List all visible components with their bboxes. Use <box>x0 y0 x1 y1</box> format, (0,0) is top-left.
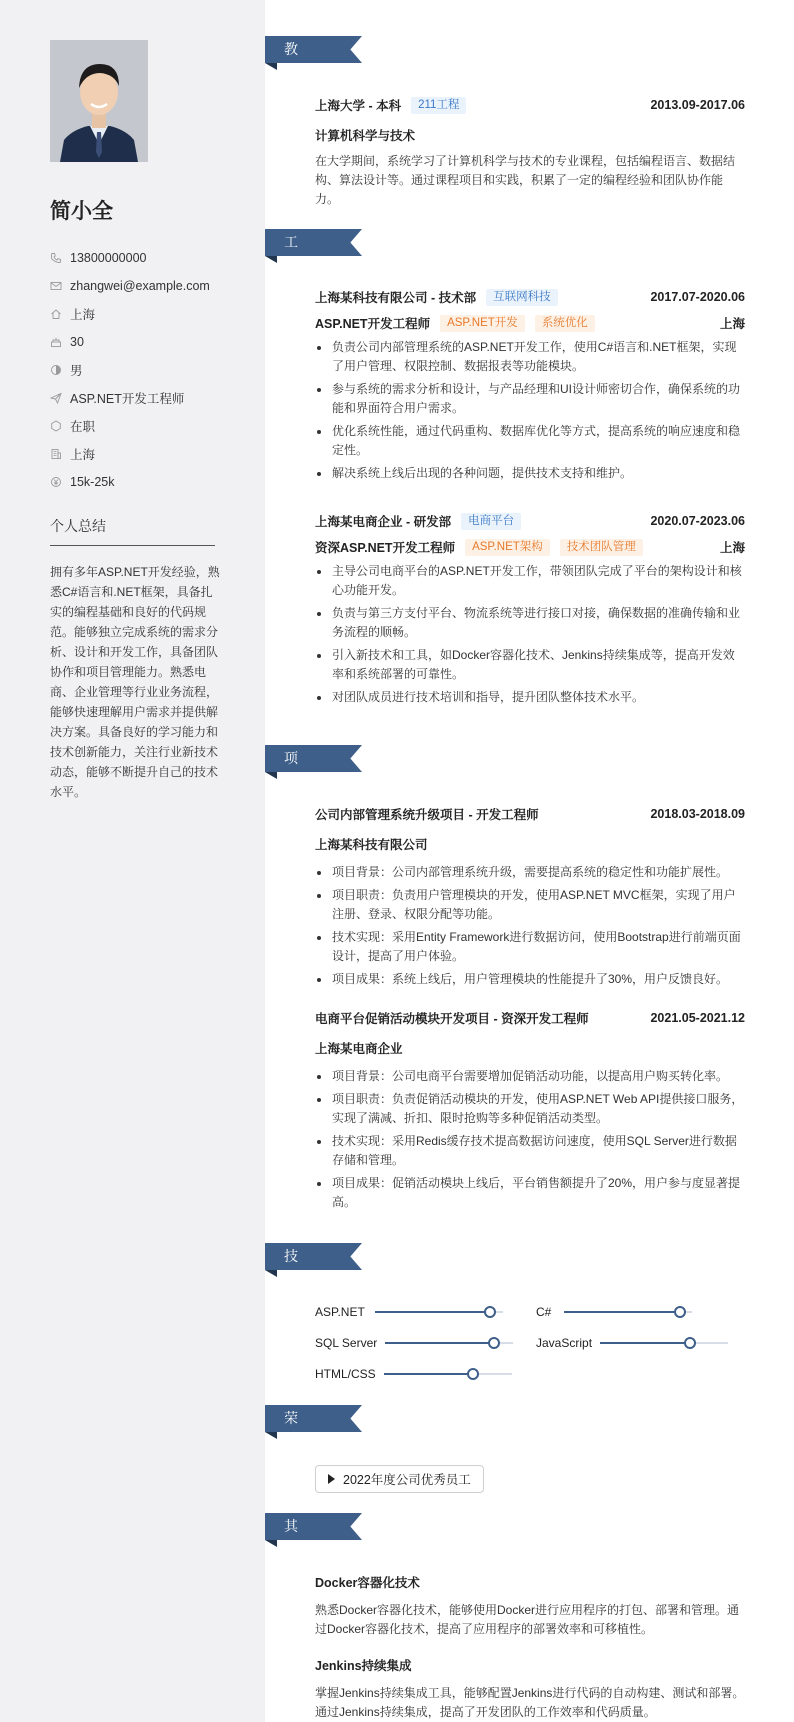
award-text: 2022年度公司优秀员工 <box>343 1473 471 1487</box>
skill-aspnet <box>315 1302 503 1322</box>
role-tag: ASP.NET开发 <box>440 315 525 332</box>
city-value: 上海 <box>70 448 96 462</box>
mail-icon <box>50 280 62 292</box>
info-location <box>50 300 250 328</box>
play-icon <box>328 1474 335 1484</box>
phone-icon <box>50 252 62 264</box>
education-date: 2013.09-2017.06 <box>650 98 745 112</box>
education-desc: 在大学期间，系统学习了计算机科学与技术的专业课程，包括编程语言、数据结构、算法设计等。通过课程项目和实践，积累了一定的编程经验和团队协作能力。 <box>315 154 736 206</box>
info-email <box>50 272 250 300</box>
summary-text: 拥有多年ASP.NET开发经验，熟悉C#语言和.NET框架，具备扎实的编程基础和良好的代码规范。能够独立完成系统的需求分析、设计和开发工作，具备团队协作和项目管理能力。熟悉电商、企业管理等行业业务流程，能够快速理解用户需求并提供解决方案。具备良好的学习能力和技术创新能力，关注行业新技术动态，能够不断提升自己的技术水平。 <box>50 565 220 799</box>
home-icon <box>50 308 62 320</box>
contact-info-list <box>50 244 250 496</box>
school-tag: 211工程 <box>411 97 466 114</box>
age-icon <box>50 336 62 348</box>
position-value: ASP.NET开发工程师 <box>70 392 185 406</box>
info-age <box>50 328 250 356</box>
project-entry-2 <box>315 1007 745 1216</box>
phone-value: 13800000000 <box>70 251 147 265</box>
skill-level-knob <box>684 1337 696 1349</box>
list-item: 技术实现：采用Redis缓存技术提高数据访问速度，使用SQL Server进行数据存储和管理。 <box>315 1132 745 1170</box>
work-bullets <box>315 562 745 707</box>
other-entry-2 <box>315 1654 745 1722</box>
status-icon <box>50 420 62 432</box>
info-position <box>50 384 250 412</box>
other-entry-1 <box>315 1571 745 1639</box>
list-item: 项目职责：负责促销活动模块的开发，使用ASP.NET Web API提供接口服务，实现了满减、折扣、限时抢购等多种促销活动类型。 <box>315 1090 745 1128</box>
info-phone <box>50 244 250 272</box>
role-tag: 系统优化 <box>535 315 595 332</box>
skill-level-knob <box>467 1368 479 1380</box>
section-title-work: 工作经历 <box>284 234 299 331</box>
gender-value: 男 <box>70 364 83 378</box>
age-value: 30 <box>70 335 84 349</box>
section-title-skills: 技能专长 <box>284 1248 299 1345</box>
skill-name: SQL Server <box>315 1336 378 1350</box>
work-date: 2020.07-2023.06 <box>650 514 745 528</box>
list-item: 引入新技术和工具，如Docker容器化技术、Jenkins持续集成等，提高开发效率和系统部署的可靠性。 <box>315 646 745 684</box>
company-name: 上海某科技有限公司 - 技术部 <box>315 291 477 305</box>
skill-bar <box>600 1342 728 1344</box>
skill-level-knob <box>488 1337 500 1349</box>
job-title: 资深ASP.NET开发工程师 <box>315 541 456 555</box>
info-city <box>50 440 250 468</box>
other-desc: 熟悉Docker容器化技术，能够使用Docker进行应用程序的打包、部署和管理。通过Docker容器化技术，提高了应用程序的部署效率和可移植性。 <box>315 1603 740 1636</box>
profile-name: 简小全 <box>50 200 113 223</box>
section-title-honors: 荣誉奖项 <box>284 1410 299 1507</box>
list-item: 优化系统性能，通过代码重构、数据库优化等方式，提高系统的响应速度和稳定性。 <box>315 422 745 460</box>
project-bullets <box>315 863 745 989</box>
list-item: 主导公司电商平台的ASP.NET开发工作，带领团队完成了平台的架构设计和核心功能开发。 <box>315 562 745 600</box>
work-entry-1 <box>315 286 745 487</box>
company-tag: 电商平台 <box>461 513 521 530</box>
list-item: 解决系统上线后出现的各种问题，提供技术支持和维护。 <box>315 464 745 483</box>
salary-icon <box>50 476 62 488</box>
section-title-other: 其他信息 <box>284 1518 299 1615</box>
status-value: 在职 <box>70 420 96 434</box>
project-org: 上海某电商企业 <box>315 1042 403 1056</box>
project-title: 电商平台促销活动模块开发项目 - 资深开发工程师 <box>315 1012 589 1026</box>
skill-javascript <box>536 1333 728 1353</box>
list-item: 项目成果：促销活动模块上线后，平台销售额提升了20%，用户参与度显著提高。 <box>315 1174 745 1212</box>
skill-level-knob <box>674 1306 686 1318</box>
skill-bar <box>385 1342 513 1344</box>
skill-bar <box>375 1311 503 1313</box>
list-item: 对团队成员进行技术培训和指导，提升团队整体技术水平。 <box>315 688 745 707</box>
other-title: Jenkins持续集成 <box>315 1659 412 1673</box>
project-org: 上海某科技有限公司 <box>315 838 428 852</box>
skill-name: HTML/CSS <box>315 1367 376 1381</box>
company-name: 上海某电商企业 - 研发部 <box>315 515 452 529</box>
company-tag: 互联网科技 <box>486 289 558 306</box>
work-entry-2 <box>315 510 745 711</box>
list-item: 参与系统的需求分析和设计，与产品经理和UI设计师密切合作，确保系统的功能和界面符合用户需求。 <box>315 380 745 418</box>
project-date: 2018.03-2018.09 <box>650 807 745 821</box>
section-title-projects: 项目经历 <box>284 750 299 847</box>
work-bullets <box>315 338 745 483</box>
job-title: ASP.NET开发工程师 <box>315 317 431 331</box>
work-city: 上海 <box>719 317 745 331</box>
skill-name: C# <box>536 1305 552 1319</box>
send-icon <box>50 392 62 404</box>
work-date: 2017.07-2020.06 <box>650 290 745 304</box>
location-value: 上海 <box>70 308 96 322</box>
school-name: 上海大学 - 本科 <box>315 99 402 113</box>
skill-sqlserver <box>315 1333 513 1353</box>
education-entry <box>315 94 745 209</box>
list-item: 负责公司内部管理系统的ASP.NET开发工作，使用C#语言和.NET框架，实现了用户管理、权限控制、数据报表等功能模块。 <box>315 338 745 376</box>
list-item: 负责与第三方支付平台、物流系统等进行接口对接，确保数据的准确传输和业务流程的顺畅。 <box>315 604 745 642</box>
list-item: 技术实现：采用Entity Framework进行数据访问，使用Bootstrap进行前端页面设计，提高了用户体验。 <box>315 928 745 966</box>
email-value: zhangwei@example.com <box>70 279 210 293</box>
list-item: 项目成果：系统上线后，用户管理模块的性能提升了30%，用户反馈良好。 <box>315 970 745 989</box>
major: 计算机科学与技术 <box>315 129 416 143</box>
info-gender <box>50 356 250 384</box>
project-entry-1 <box>315 803 745 993</box>
skill-name: JavaScript <box>536 1336 593 1350</box>
project-title: 公司内部管理系统升级项目 - 开发工程师 <box>315 808 539 822</box>
sidebar <box>0 0 265 1722</box>
project-bullets <box>315 1067 745 1212</box>
list-item: 项目背景：公司内部管理系统升级，需要提高系统的稳定性和功能扩展性。 <box>315 863 745 882</box>
profile-photo <box>50 40 148 162</box>
other-desc: 掌握Jenkins持续集成工具，能够配置Jenkins进行代码的自动构建、测试和部署。通过Jenkins持续集成，提高了开发团队的工作效率和代码质量。 <box>315 1686 745 1719</box>
skill-name: ASP.NET <box>315 1305 365 1319</box>
gender-icon <box>50 364 62 376</box>
work-city: 上海 <box>719 541 745 555</box>
section-title-education: 教育经历 <box>284 41 299 138</box>
skill-level-knob <box>484 1306 496 1318</box>
role-tag: ASP.NET架构 <box>465 539 550 556</box>
summary-title: 个人总结 <box>50 516 215 546</box>
main-content <box>265 0 794 1722</box>
building-icon <box>50 448 62 460</box>
list-item: 项目背景：公司电商平台需要增加促销活动功能，以提高用户购买转化率。 <box>315 1067 745 1086</box>
skill-htmlcss <box>315 1364 512 1384</box>
salary-value: 15k-25k <box>70 475 115 489</box>
skill-bar <box>384 1373 512 1375</box>
other-title: Docker容器化技术 <box>315 1576 420 1590</box>
role-tag: 技术团队管理 <box>560 539 643 556</box>
skill-csharp <box>536 1302 692 1322</box>
info-salary <box>50 468 250 496</box>
skill-bar <box>564 1311 692 1313</box>
list-item: 项目职责：负责用户管理模块的开发，使用ASP.NET MVC框架，实现了用户注册、登录、权限分配等功能。 <box>315 886 745 924</box>
award-badge <box>315 1465 484 1493</box>
info-status <box>50 412 250 440</box>
project-date: 2021.05-2021.12 <box>650 1011 745 1025</box>
